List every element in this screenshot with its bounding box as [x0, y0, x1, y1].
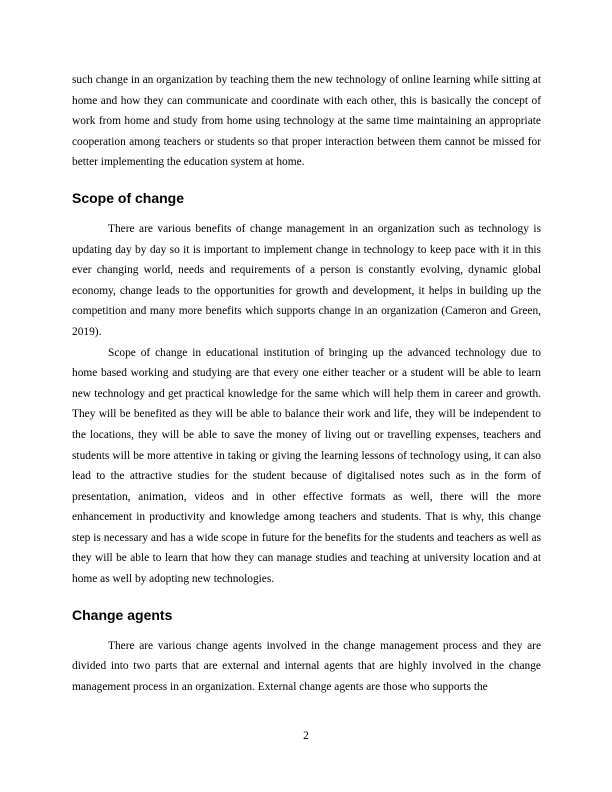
change-agents-paragraph-1: There are various change agents involved in the change management process and they are divided into two parts that are external and internal agents that are highly involved in the change management process in an organization. External change agents are those who supports the — [72, 639, 541, 693]
scope-paragraph-2: Scope of change in educational institution of bringing up the advanced technology due to home based working and studying are that every one either teacher or a student will be able to learn new technology and get practical knowledge for the same which will help them in career and growth. They will be benefited as they will be able to balance their work and life, they will be independent to the locations, they will be able to save the money of living out or travelling expenses, teachers and students will be more attentive in taking or giving the learning lessons of technology using, it can also lead to the attractive studies for the student because of digitalised notes such as in the form of presentation, animation, videos and in other effective formats as well, there will the more enhancement in productivity and knowledge among teachers and students. That is why, this change step is necessary and has a wide scope in future for the benefits for the students and teachers as well as they will be able to learn that how they can manage studies and teaching at university location and at home as well by adopting new technologies. — [72, 346, 541, 586]
page-number: 2 — [303, 730, 309, 742]
scope-of-change-heading: Scope of change — [72, 189, 185, 206]
intro-continuation-paragraph: such change in an organization by teaching them the new technology of online learning while sitting at home and how they can communicate and coordinate with each other, this is basically the concept of work from home and study from home using technology at the same time maintaining an appropriate cooperation among teachers or students so that proper interaction between them cannot be missed for better implementing the education system at home. — [72, 74, 541, 169]
change-agents-heading: Change agents — [72, 606, 173, 623]
scope-paragraph-1: There are various benefits of change management in an organization such as technology is updating day by day so it is important to implement change in technology to keep pace with it in this ever changing world, needs and requirements of a person is constantly evolving, dynamic global economy, change leads to the opportunities for growth and development, it helps in building up the competition and many more benefits which supports change in an organization (Cameron and Green, 2019). — [72, 222, 541, 338]
page-body — [72, 70, 541, 697]
